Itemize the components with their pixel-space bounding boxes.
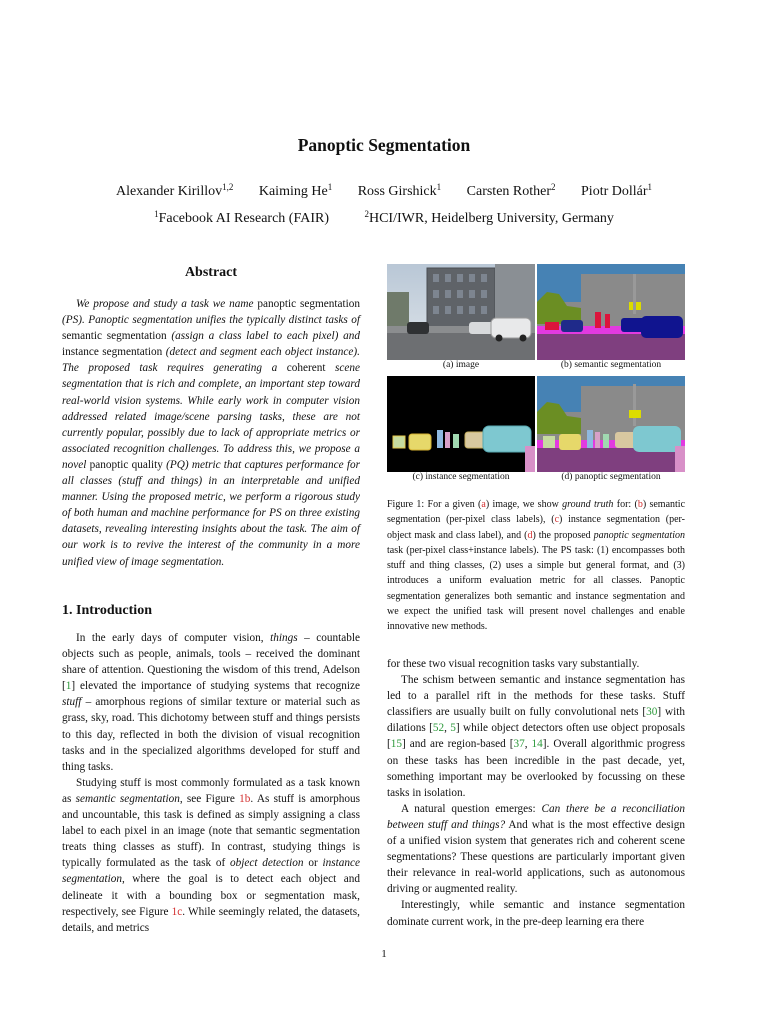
affiliation-list — [0, 211, 768, 227]
author: Alexander Kirillov$^{1,2}$ — [115, 182, 234, 199]
figure-ref-link[interactable]: 1c — [171, 905, 183, 918]
citation-link[interactable]: 5 — [450, 722, 456, 735]
figure-ref-link[interactable]: a — [481, 499, 486, 510]
street-photo-image — [387, 264, 535, 360]
figure-caption: Figure 1: For a given (a) image, we show ground truth for: (b) semantic segmentation (per-pixel class labels), (c) instance segmentation (per-object mask and class label), and (d) the proposed panoptic segmentation task (per-pixel class+instance labels). The PS task: (1) encompasses both stuff and thing classes, (2) uses a simple but general format, and (3) introduces a uniform evaluation metric for all classes. Panoptic segmentation generalizes both semantic and instance segmentation and we expect the unified task will present novel challenges and enable innovative new methods. — [387, 499, 686, 633]
right-column-text: for these two visual recognition tasks vary substantially. The schism between semantic and instance segmentation has led to a parallel rift in the methods for these tasks. Stuff classifiers are usually built on fully convolutional nets [30] with dilations [52, 5] while object detectors often use object proposals [15] and are region-based [37, 14]. Overall algorithmic progress on these tasks has been incredible in the past decade, yet, something important may be overlooked by focussing on these tasks in isolation. A natural question emerges: Can there be a reconciliation between stuff and things? And what is the most effective design of a unified vision system that generates rich and coherent scene segmentations? These questions are particularly important given their relevance in real-world applications, such as autonomous driving or augmented reality. Interestingly, while semantic and instance segmentation dominate current work, in the pre-deep learning era there — [387, 658, 686, 928]
panel-caption: (c) instance segmentation — [412, 472, 510, 482]
citation-link[interactable]: 37 — [513, 738, 525, 751]
semantic-segmentation-image — [537, 264, 685, 360]
author: Piotr Dollár$^1$ — [581, 182, 653, 199]
introduction-text: In the early days of computer vision, things – countable objects such as people, animals, tools – received the dominant share of attention. Questioning the wisdom of this trend, Adelson [1] elevated the importance of studying systems that recognize stuff – amorphous regions of similar texture or material such as grass, sky, road. This dichotomy between stuff and things persists to this day, reflected in both the division of visual recognition tasks and in the specialized algorithms developed for stuff and thing tasks. Studying stuff is most commonly formulated as a task known as semantic segmentation, see Figure 1b. As stuff is amorphous and uncountable, this task is defined as simply assigning a class label to each pixel in an image (note that semantic segmentation treats thing classes as stuff). In contrast, studying things is typically formulated as the task of object detection or instance segmentation, where the goal is to detect each object and delineate it with a bounding box or segmentation mask, respectively, see Figure 1c. While seemingly related, the datasets, details, and metrics — [62, 632, 361, 934]
author-list — [0, 184, 768, 200]
citation-link[interactable]: 14 — [531, 738, 543, 751]
affiliation: $^2$HCI/IWR, Heidelberg University, Germany — [364, 209, 614, 226]
panel-caption: (a) image — [442, 360, 480, 370]
figure-ref-link[interactable]: c — [554, 514, 560, 526]
author: Kaiming He$^1$ — [258, 182, 333, 199]
abstract-heading: Abstract — [184, 265, 238, 280]
section-heading-introduction: 1. Introduction — [62, 603, 152, 618]
abstract-text: We propose and study a task we name panoptic segmentation (PS). Panoptic segmentation unifies the typically distinct tasks of semantic segmentation (assign a class label to each pixel) and instance segmentation (detect and segment each object instance). The proposed task requires generating a coherent scene segmentation that is rich and complete, an important step toward real-world vision systems. While early work in computer vision addressed related image/scene parsing tasks, these are not currently popular, possibly due to lack of appropriate metrics or associated recognition challenges. To address this, we propose a novel panoptic quality (PQ) metric that captures performance for all classes (stuff and things) in an interpretable and unified manner. Using the proposed metric, we perform a rigorous study of both human and machine performance for PS on three existing datasets, revealing interesting insights about the task. The aim of our work is to revive the interest of the community in a more unified view of image segmentation. — [62, 298, 361, 568]
panel-caption: (b) semantic segmentation — [560, 360, 662, 370]
paper-title: Panoptic Segmentation — [297, 135, 471, 155]
figure-ref-link[interactable]: d — [527, 529, 533, 541]
panoptic-segmentation-image — [537, 376, 685, 472]
author: Carsten Rother$^2$ — [466, 182, 556, 199]
author: Ross Girshick$^1$ — [357, 182, 442, 199]
citation-link[interactable]: 15 — [390, 738, 402, 751]
page-number: 1 — [381, 948, 387, 960]
citation-link[interactable]: 1 — [65, 680, 72, 693]
citation-link[interactable]: 30 — [646, 706, 658, 719]
instance-segmentation-image — [387, 376, 535, 472]
figure-ref-link[interactable]: 1b — [239, 792, 251, 805]
citation-link[interactable]: 52 — [432, 722, 445, 735]
panel-caption: (d) panoptic segmentation — [561, 472, 661, 482]
figure-ref-link[interactable]: b — [637, 499, 643, 510]
affiliation: $^1$Facebook AI Research (FAIR) — [154, 209, 329, 226]
